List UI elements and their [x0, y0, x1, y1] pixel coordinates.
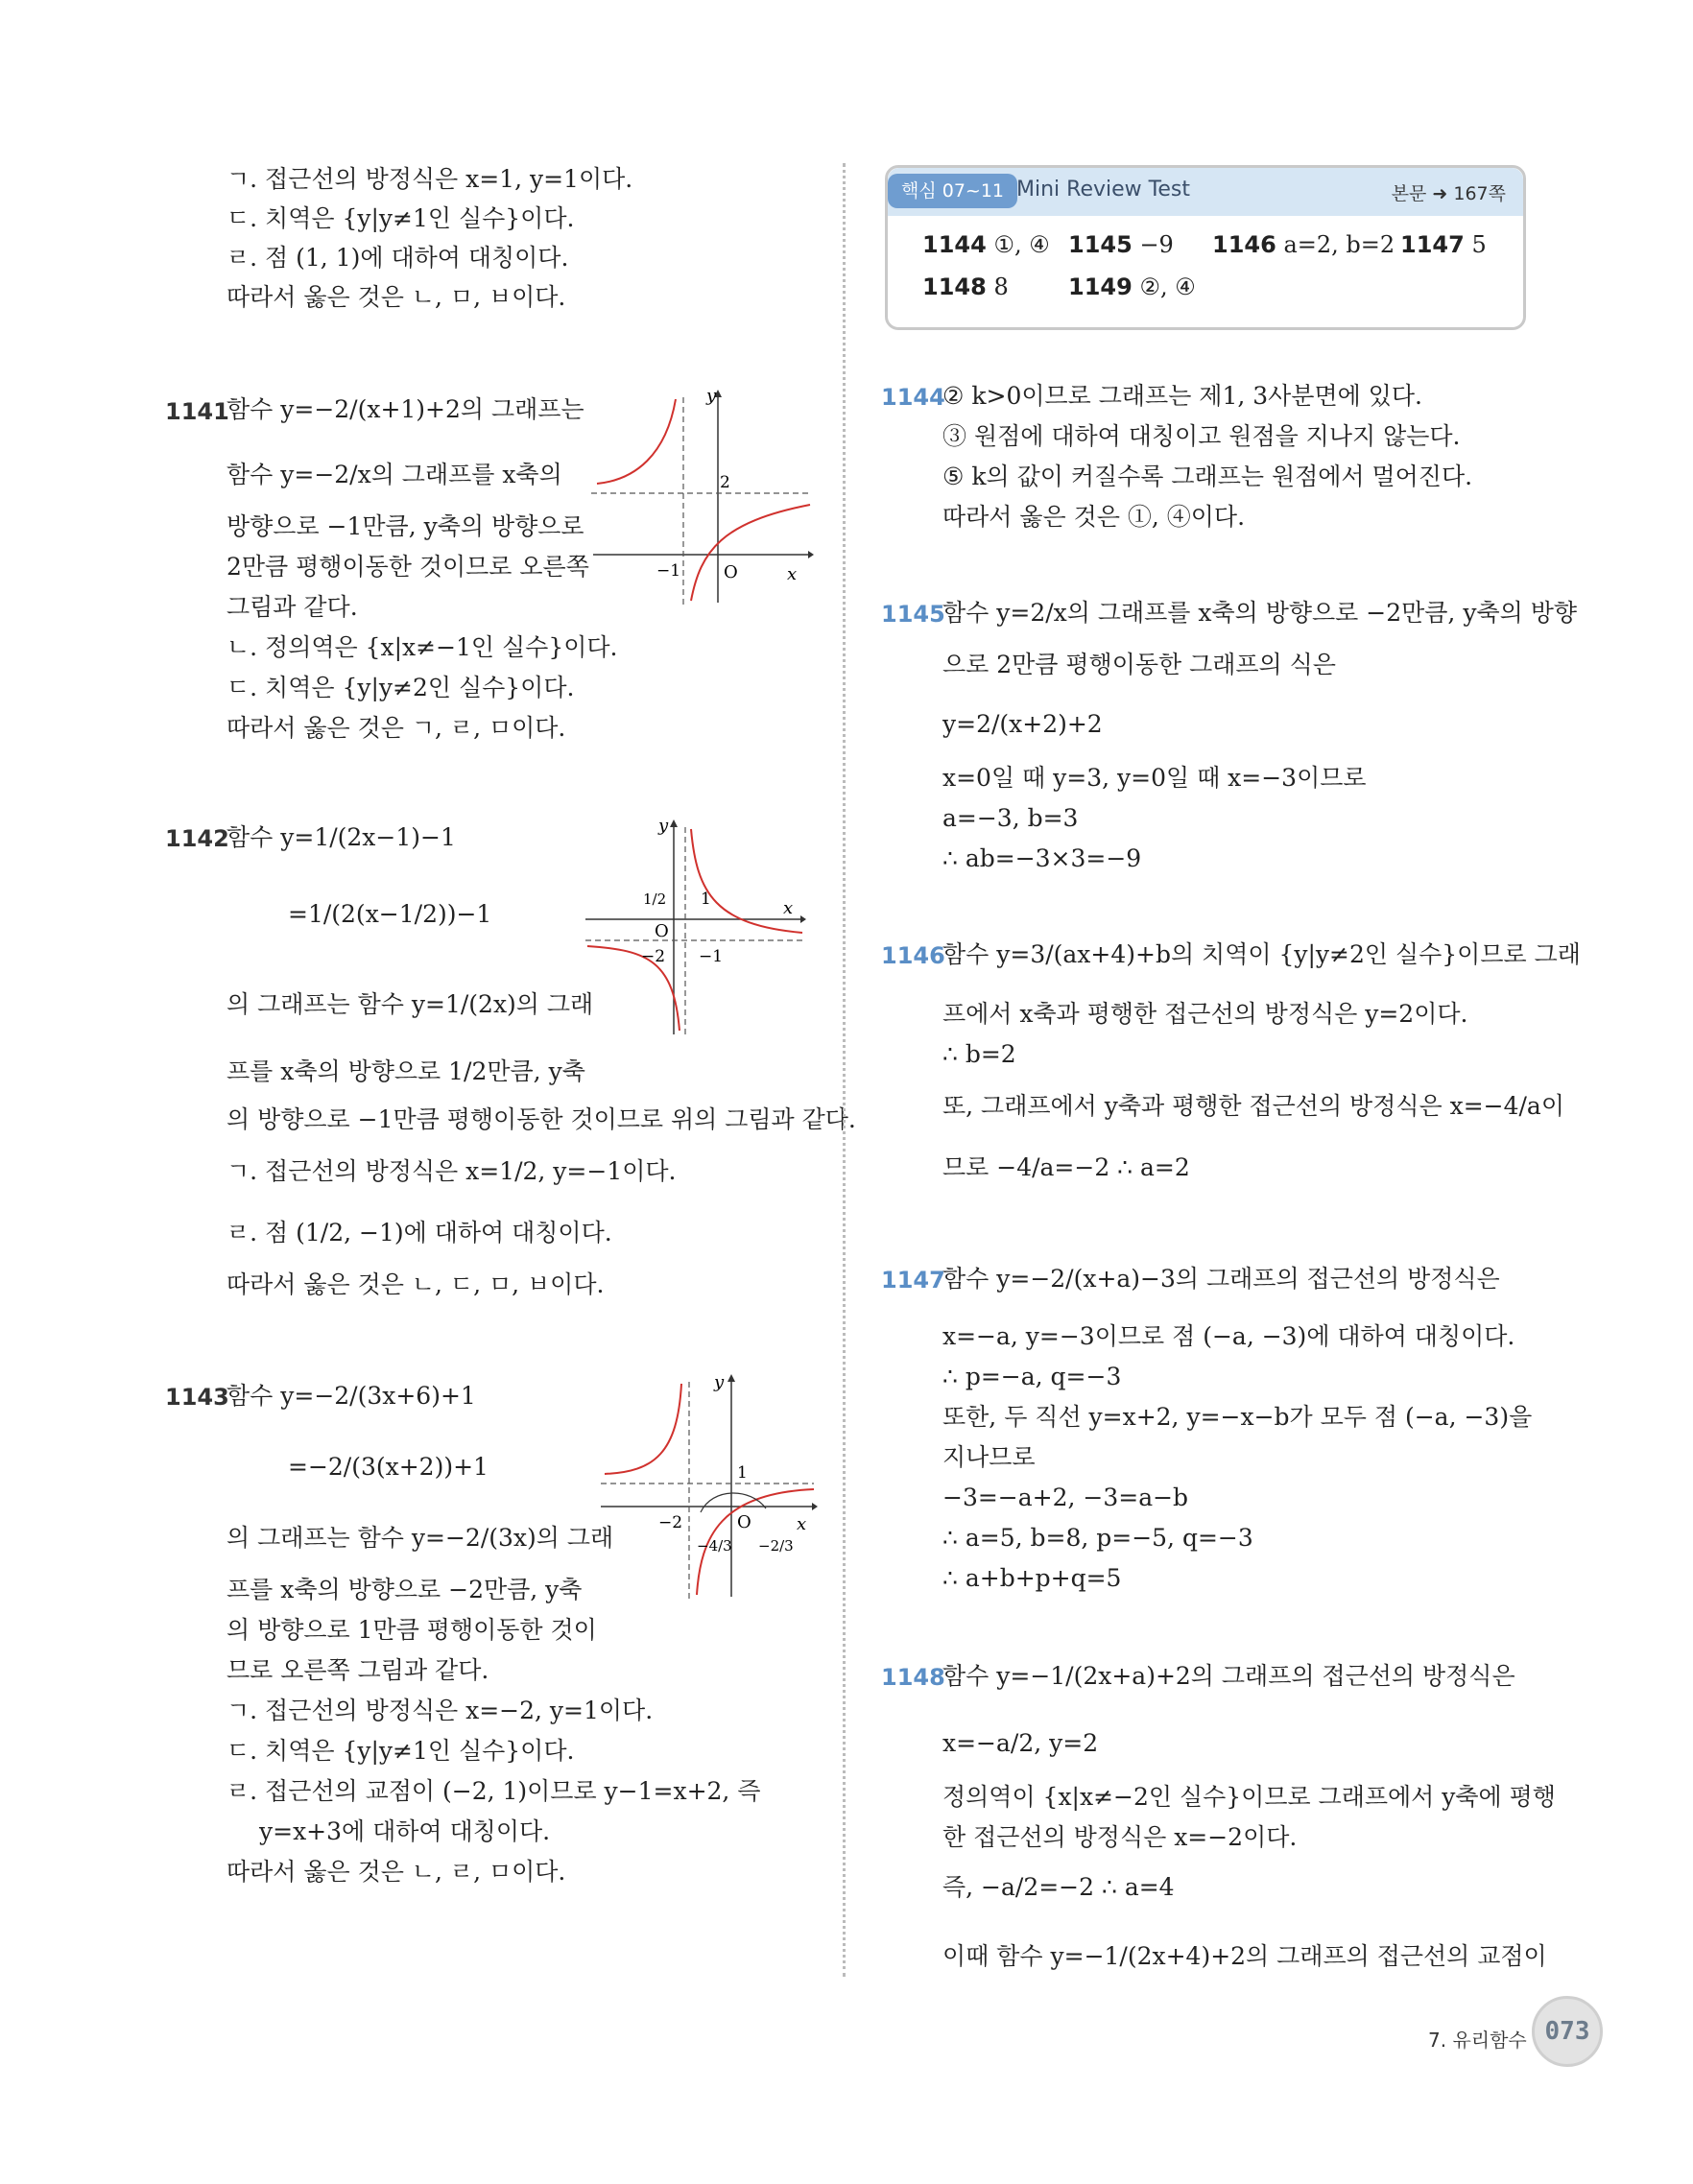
solution-line: y=2/(x+2)+2	[942, 710, 1103, 738]
solution-line: 함수 y=−1/(2x+a)+2의 그래프의 접근선의 방정식은	[942, 1662, 1515, 1690]
solution-line: 프를 x축의 방향으로 −2만큼, y축	[227, 1576, 583, 1603]
graph-x-label: x	[787, 564, 798, 584]
solution-line: 그림과 같다.	[227, 593, 358, 621]
problem-number: 1141	[165, 398, 229, 425]
solution-line: 므로 오른쪽 그림과 같다.	[227, 1656, 489, 1684]
solution-line: ㄹ. 점 (1/2, −1)에 대하여 대칭이다.	[227, 1219, 612, 1246]
review-answer: 1146 a=2, b=2	[1212, 231, 1395, 258]
solution-line: 2만큼 평행이동한 것이므로 오른쪽	[227, 553, 589, 581]
graph-1143	[597, 1372, 818, 1602]
review-answer: 1149 ②, ④	[1068, 273, 1196, 300]
review-answer: 1144 ①, ④	[922, 231, 1050, 258]
solution-line: 또, 그래프에서 y축과 평행한 접근선의 방정식은 x=−4/a이	[942, 1092, 1564, 1120]
solution-line: ㄱ. 접근선의 방정식은 x=−2, y=1이다.	[227, 1697, 654, 1724]
solution-line: 함수 y=−2/(x+1)+2의 그래프는	[227, 395, 584, 423]
intro-line: 따라서 옳은 것은 ㄴ, ㅁ, ㅂ이다.	[227, 283, 566, 311]
review-page-ref: 본문 ➜ 167쪽	[1391, 183, 1506, 204]
page-number: 073	[1544, 2017, 1590, 2046]
mini-review-box	[885, 165, 1526, 330]
solution-line: 한 접근선의 방정식은 x=−2이다.	[942, 1823, 1298, 1851]
graph-origin: O	[724, 562, 738, 582]
solution-line: 의 방향으로 1만큼 평행이동한 것이	[227, 1616, 597, 1644]
solution-line: 프에서 x축과 평행한 접근선의 방정식은 y=2이다.	[942, 1000, 1468, 1028]
solution-line: 방향으로 −1만큼, y축의 방향으로	[227, 512, 584, 540]
solution-line: 의 그래프는 함수 y=−2/(3x)의 그래	[227, 1524, 614, 1552]
graph-origin: O	[655, 921, 669, 941]
solution-line: 의 그래프는 함수 y=1/(2x)의 그래	[227, 990, 594, 1018]
solution-line: ③ 원점에 대하여 대칭이고 원점을 지나지 않는다.	[942, 422, 1461, 450]
solution-line: ㄹ. 접근선의 교점이 (−2, 1)이므로 y−1=x+2, 즉	[227, 1777, 761, 1805]
solution-line: ∴ ab=−3×3=−9	[942, 844, 1142, 872]
graph-label: 1	[701, 890, 711, 909]
graph-1142	[582, 818, 806, 1040]
review-title: Mini Review Test	[1016, 178, 1190, 202]
graph-x-label: x	[783, 898, 794, 918]
graph-y-label: y	[658, 818, 669, 836]
solution-line: 으로 2만큼 평행이동한 그래프의 식은	[942, 651, 1336, 678]
solution-line: x=−a/2, y=2	[942, 1729, 1099, 1757]
solution-line: 따라서 옳은 것은 ㄴ, ㄹ, ㅁ이다.	[227, 1858, 566, 1886]
solution-line: =−2/(3(x+2))+1	[288, 1453, 489, 1481]
solution-line: 함수 y=1/(2x−1)−1	[227, 823, 456, 851]
solution-line: 의 방향으로 −1만큼 평행이동한 것이므로 위의 그림과 같다.	[227, 1105, 856, 1133]
solution-line: 함수 y=−2/x의 그래프를 x축의	[227, 461, 562, 488]
solution-line: a=−3, b=3	[942, 804, 1079, 832]
solution-line: ⑤ k의 값이 커질수록 그래프는 원점에서 멀어진다.	[942, 463, 1473, 490]
solution-line: y=x+3에 대하여 대칭이다.	[259, 1817, 551, 1845]
solution-line: 함수 y=−2/(3x+6)+1	[227, 1382, 476, 1410]
solution-line: 므로 −4/a=−2 ∴ a=2	[942, 1153, 1190, 1181]
solution-line: ② k>0이므로 그래프는 제1, 3사분면에 있다.	[942, 382, 1422, 410]
graph-x-label: x	[797, 1514, 807, 1534]
solution-line: ∴ a+b+p+q=5	[942, 1564, 1122, 1592]
column-divider	[843, 163, 846, 1977]
graph-label: −4/3	[697, 1537, 732, 1555]
graph-y-label: y	[706, 388, 717, 406]
graph-label: 1/2	[643, 890, 667, 908]
solution-line: 함수 y=2/x의 그래프를 x축의 방향으로 −2만큼, y축의 방향	[942, 599, 1578, 627]
graph-label: −2	[658, 1513, 683, 1532]
solution-line: 따라서 옳은 것은 ㄴ, ㄷ, ㅁ, ㅂ이다.	[227, 1270, 605, 1298]
graph-label: 1	[737, 1463, 748, 1483]
intro-line: ㄹ. 점 (1, 1)에 대하여 대칭이다.	[227, 244, 569, 272]
problem-number: 1148	[881, 1664, 945, 1691]
graph-label: −2	[641, 947, 666, 966]
problem-number: 1142	[165, 825, 229, 852]
solution-line: 이때 함수 y=−1/(2x+4)+2의 그래프의 접근선의 교점이	[942, 1942, 1547, 1970]
graph-origin: O	[737, 1512, 751, 1532]
graph-label: −1	[699, 947, 724, 966]
review-answer: 1145 −9	[1068, 231, 1174, 258]
graph-label: −2/3	[758, 1537, 794, 1555]
problem-number: 1143	[165, 1384, 229, 1411]
solution-line: 지나므로	[942, 1443, 1036, 1471]
solution-line: 즉, −a/2=−2 ∴ a=4	[942, 1873, 1175, 1901]
review-badge: 핵심 07~11	[888, 174, 1017, 208]
graph-1141	[587, 388, 814, 610]
solution-line: 따라서 옳은 것은 ①, ④이다.	[942, 503, 1246, 531]
solution-line: 프를 x축의 방향으로 1/2만큼, y축	[227, 1057, 585, 1085]
review-answer: 1148 8	[922, 273, 1009, 300]
chapter-label: 7. 유리함수	[1428, 2029, 1527, 2052]
solution-line: 함수 y=3/(ax+4)+b의 치역이 {y|y≠2인 실수}이므로 그래	[942, 940, 1581, 968]
problem-number: 1145	[881, 601, 945, 628]
solution-line: −3=−a+2, −3=a−b	[942, 1484, 1189, 1511]
solution-line: 또한, 두 직선 y=x+2, y=−x−b가 모두 점 (−a, −3)을	[942, 1403, 1533, 1431]
intro-line: ㄷ. 치역은 {y|y≠1인 실수}이다.	[227, 204, 575, 232]
solution-line: ∴ b=2	[942, 1040, 1016, 1068]
solution-line: 함수 y=−2/(x+a)−3의 그래프의 접근선의 방정식은	[942, 1265, 1500, 1293]
solution-line: ㄷ. 치역은 {y|y≠1인 실수}이다.	[227, 1737, 575, 1765]
review-answer: 1147 5	[1400, 231, 1487, 258]
graph-label: −1	[656, 561, 681, 581]
graph-label: 2	[720, 473, 730, 492]
intro-line: ㄱ. 접근선의 방정식은 x=1, y=1이다.	[227, 165, 633, 193]
solution-line: 따라서 옳은 것은 ㄱ, ㄹ, ㅁ이다.	[227, 714, 566, 742]
page-number-badge	[1532, 1996, 1603, 2067]
solution-line: =1/(2(x−1/2))−1	[288, 900, 492, 928]
solution-line: 정의역이 {x|x≠−2인 실수}이므로 그래프에서 y축에 평행	[942, 1783, 1556, 1811]
mini-review-header	[888, 168, 1523, 216]
graph-y-label: y	[714, 1372, 725, 1392]
solution-line: ∴ a=5, b=8, p=−5, q=−3	[942, 1524, 1253, 1552]
solution-line: x=−a, y=−3이므로 점 (−a, −3)에 대하여 대칭이다.	[942, 1322, 1515, 1350]
solution-line: ㄷ. 치역은 {y|y≠2인 실수}이다.	[227, 674, 575, 701]
problem-number: 1146	[881, 942, 945, 969]
solution-line: x=0일 때 y=3, y=0일 때 x=−3이므로	[942, 764, 1367, 792]
solution-line: ∴ p=−a, q=−3	[942, 1363, 1122, 1390]
problem-number: 1144	[881, 384, 945, 411]
solution-line: ㄴ. 정의역은 {x|x≠−1인 실수}이다.	[227, 633, 618, 661]
solution-line: ㄱ. 접근선의 방정식은 x=1/2, y=−1이다.	[227, 1157, 677, 1185]
problem-number: 1147	[881, 1267, 945, 1294]
